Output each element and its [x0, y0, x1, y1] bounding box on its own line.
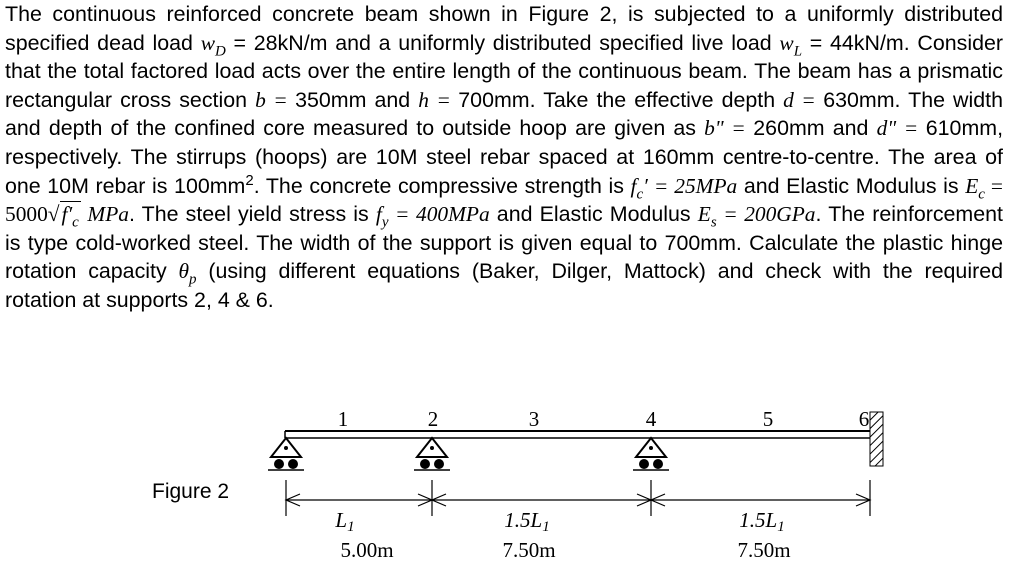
text-run: . The concrete compressive strength is	[253, 173, 631, 198]
text-run: 630mm. The width and depth of the confined core measured to outside hoop are given as	[5, 87, 1003, 141]
text-run: 610mm, respectively. The stirrups (hoops) are 10M steel rebar spaced at 160mm centre-to-centre. The area of one 10M rebar is 100mm	[5, 116, 1004, 198]
text-run: (using different equations (Baker, Dilger, Mattock) and check with the required rotation at supports 2, 4 & 6.	[5, 259, 1003, 312]
span-symbol-3: 1.5L1	[739, 508, 785, 535]
roller-support-1	[268, 438, 304, 470]
text-run: . The reinforcement is type cold-worked steel. The width of the support is given equal to 700mm. Calculate the plastic hinge rotation capacity	[5, 202, 1003, 284]
roller-support-2	[414, 438, 450, 470]
problem-paragraph	[5, 0, 1003, 315]
text-run: 260mm and	[753, 116, 877, 141]
problem-statement	[5, 0, 1003, 315]
beam-figure	[0, 390, 1024, 564]
core-depth-symbol: d" =	[876, 116, 926, 141]
span-length-1: 5.00m	[340, 538, 394, 562]
figure-caption: Figure 2	[152, 480, 230, 503]
dead-load-symbol: $w_D$	[200, 30, 226, 59]
live-load-symbol: $w_L$	[779, 30, 803, 59]
section-label-4: 4	[645, 407, 657, 431]
fixed-support	[870, 412, 883, 466]
section-label-5: 5	[762, 407, 774, 431]
theta-symbol: $\theta_p$	[178, 259, 197, 288]
sqrt-sign: √	[47, 202, 60, 227]
ec-formula: $E_c = 5000√f'_c$ MPa	[5, 173, 1003, 231]
span-symbol-2: 1.5L1	[504, 508, 550, 535]
beam-diagram	[0, 390, 1024, 564]
span-symbol-1: L1	[335, 508, 355, 535]
section-label-3: 3	[528, 407, 540, 431]
radicand: $f'_c$	[61, 202, 79, 231]
dimension-lines	[286, 480, 870, 516]
text-run: = 28kN/m and a uniformly distributed specified live load	[225, 30, 780, 55]
span-length-2: 7.50m	[502, 538, 556, 562]
es-formula: $E_s = 200GPa$	[697, 202, 816, 231]
depth-symbol: d =	[783, 87, 824, 112]
text-run: . The steel yield stress is	[128, 202, 376, 227]
text-run: 700mm. Take the effective depth	[458, 87, 784, 112]
section-label-2: 2	[427, 407, 439, 431]
height-symbol: h =	[418, 87, 459, 112]
section-label-1: 1	[337, 407, 349, 431]
core-width-symbol: b" =	[704, 116, 754, 141]
section-label-6: 6	[858, 407, 870, 431]
fc-formula: $f_c' = 25MPa$	[630, 173, 738, 202]
squared-superscript: 2	[245, 171, 254, 189]
text-run: 350mm and	[295, 87, 419, 112]
text-run: and Elastic Modulus is	[737, 173, 966, 198]
text-run: The continuous reinforced concrete beam shown in Figure 2, is subjected to a uniformly distributed specified dead load	[5, 2, 1003, 55]
roller-support-3	[633, 438, 669, 470]
text-run: and Elastic Modulus	[489, 202, 698, 227]
fy-formula: $f_y = 400MPa$	[375, 202, 490, 231]
span-length-3: 7.50m	[737, 538, 791, 562]
text-run: = 44kN/m. Consider that the total factored load acts over the entire length of the continuous beam. The beam has a prismatic rectangular cross section	[5, 30, 1003, 112]
width-symbol: b =	[255, 87, 296, 112]
